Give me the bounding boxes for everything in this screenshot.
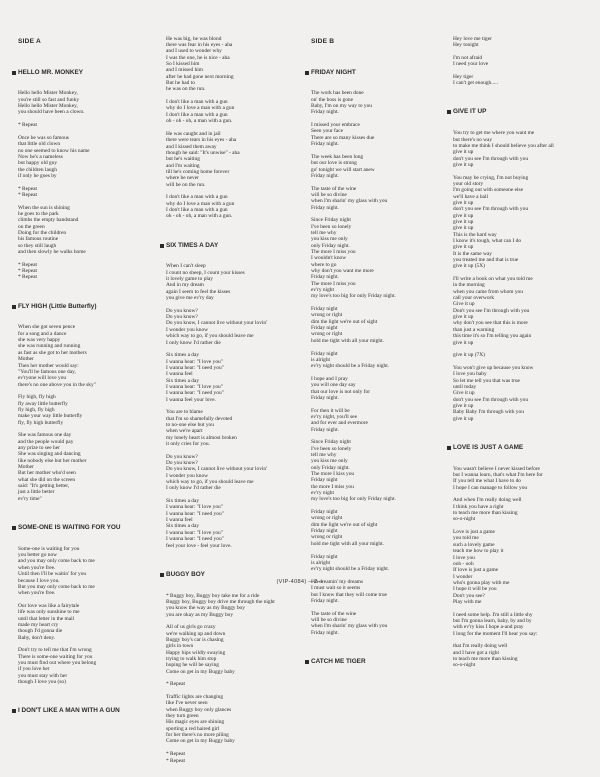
lyrics-friday-night: The work has been done on' the boss is gone Baby, I'm on my way to you Friday night. I missed your embrace Seen your face There are so many kisses due Friday night. The week has been long but our love is strong go' tonight we will start anew Friday night. The taste of the wine will be so divine when I'm sharin' my glass with you Friday night. Since Friday night I've been so lonely tell me why you kiss me only only Friday night. The more I miss you I wouldn't know where to go why don't you want me more Friday night. The more I miss you ev'ry night my love's too big for only Friday night. Friday night wrong or right dim the light we're out of sight Friday night wrong or right hold me tight with all your might. Friday night is alright ev'ry night should be a Friday night. I hope and I pray you will one day say that our love is not only for Friday night. For then it will be ev'ry night, you'll see and for ever and evermore Friday night. Since Friday night I've been so lonely tell me why you kiss me only only Friday night. The more I kiss you Friday night the more I miss you ev'ry night my love's too big for only Friday night. Friday night wrong or right dim the light we're out of sight Friday night wrong or right hold me tight with all your might. Friday night is alright ev'ry night should be a Friday night. I'm dreamin' my dreams I must wait so it seems but I know that they will come true Friday night. The taste of the wine will be so divine when I'm sharin' my glass with you Friday night. bbox=[311, 90, 396, 636]
song-title-fly-high: FLY HIGH (Little Butterfly) bbox=[12, 303, 138, 311]
song-title-someone-waiting: SOME-ONE IS WAITING FOR YOU bbox=[12, 524, 138, 532]
lyrics-hello-mr-monkey: Hello hello Mister Monkey, you're still so fast and funky Hello hello Mister Monkey, you should have been a clown. * Repeat Once he was so famous that little old clown no one seemed to know his name Now he's a nameless but happy old guy the children laugh if only he goes by * Repeat * Repeat When the sun is shining he goes to the park climbs the empty bandstand on the green Doing for the children his famous routine so they still laugh and then slowly he walks home * Repeat * Repeat * Repeat bbox=[18, 90, 90, 281]
square-bullet-icon bbox=[160, 244, 164, 248]
song-title-give-it-up: GIVE IT UP bbox=[447, 108, 573, 116]
side-a-heading: SIDE A bbox=[18, 37, 41, 45]
square-bullet-icon bbox=[12, 305, 16, 309]
song-title-man-with-a-gun: I DON'T LIKE A MAN WITH A GUN bbox=[12, 707, 138, 715]
lyrics-catch-me-tiger: Hey love me tiger Hey tonight I'm not afraid I need your love Hey tiger I can't get enough..... bbox=[453, 35, 498, 87]
side-b-heading: SIDE B bbox=[311, 37, 335, 45]
square-bullet-icon bbox=[447, 446, 451, 450]
lyrics-give-it-up: You try to get me where you want me but there's no way to make me think I should believe you after all give it up don't you see I'm through with you give it up You may be crying, I'm not buying your old story I'm going out with someone else we'll have a ball give it up don't you see I'm through with you give it up give it up give it up This is the hard way I know it's tough, what can I do give it up It is the same way you treated me and that is true give it up (5X) I'll write a book on what you told me in the morning when you came from whom you call your overwork Give it up Don't you see I'm through with you give it up why don't you see that this is more than just a warning this time it's so I'm telling you again give it up give it up (7X) You won't give up because you know I love you baby So let me tell you that was true until today Give it up don't you see I'm through with you give it up Baby Baby I'm through with you give it up bbox=[453, 130, 554, 422]
song-title-hello-mr-monkey: HELLO MR. MONKEY bbox=[12, 69, 138, 77]
square-bullet-icon bbox=[12, 526, 16, 530]
song-title-buggy-boy: BUGGY BOY bbox=[160, 571, 286, 579]
square-bullet-icon bbox=[305, 660, 309, 664]
song-title-catch-me-tiger: CATCH ME TIGER bbox=[305, 658, 431, 666]
song-title-six-times-a-day: SIX TIMES A DAY bbox=[160, 242, 286, 250]
lyrics-six-times-a-day: When I can't sleep I count no sheep, I count your kisses it lovely game to play And in my dream again I seem to feel the kisses you give me ev'ry day Do you know? Do you know? Do you know, I cannot live without your lovin' I wonder you know which way to go, if you should leave me I only know I'd rather die Six times a day I wanna hear: "I love you" I wanna hear: "I need you" I wanna feel Six times a day I wanna hear: "I love you" I wanna hear: "I need you" I wanna feel your love. You are to blame that I'm so shamefully devoted to no-one else but you when we're apart my lonely heart is almost broken it only cries for you. Do you know? Do you know? Do you know, I cannot live without your lovin' I wonder you know which way to go, if you should leave me I only know I'd rather die Six times a day I wanna hear: "I love you" I wanna hear: "I need you" I wanna feel Six times a day I wanna hear: "I love you" I wanna hear: "I need you" feel your love - feel your love. bbox=[166, 263, 268, 549]
song-title-love-is-just-a-game: LOVE IS JUST A GAME bbox=[447, 444, 573, 452]
lyrics-someone-waiting: Some-one is waiting for you you better go now and you may only come back to me when you're free. Until then I'll be waitin' for you because I love you. But you may only come back to me when you're free. Our love was like a fairytale life was only sunshine to me until that letter in the mail made my heart cry though I'd gonna die Baby, don't deny. Don't try to tell me that I'm wrong There is some-one waiting for you you must find out where you belong if you love her you must stay with her though I love you (so) bbox=[18, 545, 97, 685]
song-title-friday-night: FRIDAY NIGHT bbox=[305, 69, 431, 77]
square-bullet-icon bbox=[447, 110, 451, 114]
square-bullet-icon bbox=[12, 71, 16, 75]
square-bullet-icon bbox=[305, 71, 309, 75]
lyrics-love-is-just-a-game: You wasn't believe I never kissed before but I wanna learn, that's what I'm here for If you tell me what I have to do I hope I can manage to follow you And when I'm really doing well I think you have a right to teach me more than kissing so-o-night Love is just a game you told me such a lovely game teach me how to play it I love you ooh - ooh If love is just a game I wonder who's gonna play with me I hope it will be you Don't you see? Play with me I need some help. I'm still a little shy but I'm gonna learn, baby, by and by with ev'ry kiss I hope a-and pray I long for the moment I'll hear you say: that I'm really doing well and I have got a right to teach me more than kissing so-o-night bbox=[453, 465, 543, 669]
catalog-footer: (VIP-4084) —2— bbox=[276, 579, 324, 585]
lyrics-buggy-boy: * Buggy boy, Buggy boy take me for a ride Buggy boy, Buggy boy drive me through the night you know the way as my Buggy boy you are okay as my Buggy boy All of us girls go crazy we're walking up and down Buggy boy's car is chasing girls in town Happy hips wildly swaying trying to walk him stop hoping he will be saying Come on get in my Buggy baby * Repeat Traffic lights are changing like I've never seen when Buggy boy only glances they turn green His magic eyes are shining sporting a red haired girl for her there's no more piling Come on get in my Buggy baby * Repeat * Repeat bbox=[166, 592, 275, 764]
lyrics-fly-high: When she got seven pence for a song and a dance she was very happy she was running and running as fast as she got to her mothers Mother Then her mother would say: "You'll be famous one day, ev'ryone will love you there's no one above you in the sky" Fly high, fly high fly away little butterfly fly high, fly high make your way little butterfly fly, fly high butterfly She was famous one day and the people would pay any prize to see her She was singing and dancing like nobody else but her mother Mother But her mother who'd seen what she did on the screen said: "It's getting better, just a little better ev'ry time" bbox=[18, 324, 96, 502]
square-bullet-icon bbox=[12, 709, 16, 713]
lyrics-man-with-a-gun: He was big, he was blond there was fear in his eyes - aha and I used to wonder why I was the one, he is nice - aha So I kissed him and I missed him after he had gone next morning But he had to he was on the run. I don't like a man with a gun why do I love a man with a gun I don't like a man with a gun oh - oh - oh, a man with a gun. He was caught and in jail there were tears in his eyes - aha and I kissed them away though he said: "It's unwise" - aha but he's waiting and I'm waiting till he's coming home forever where he never will be on the run. I don't like a man with a gun why do I love a man with a gun I don't like a man with a gun oh - oh - oh, a man with a gun. bbox=[166, 35, 240, 220]
square-bullet-icon bbox=[160, 573, 164, 577]
column-1 bbox=[12, 23, 138, 729]
column-2 bbox=[160, 23, 286, 777]
